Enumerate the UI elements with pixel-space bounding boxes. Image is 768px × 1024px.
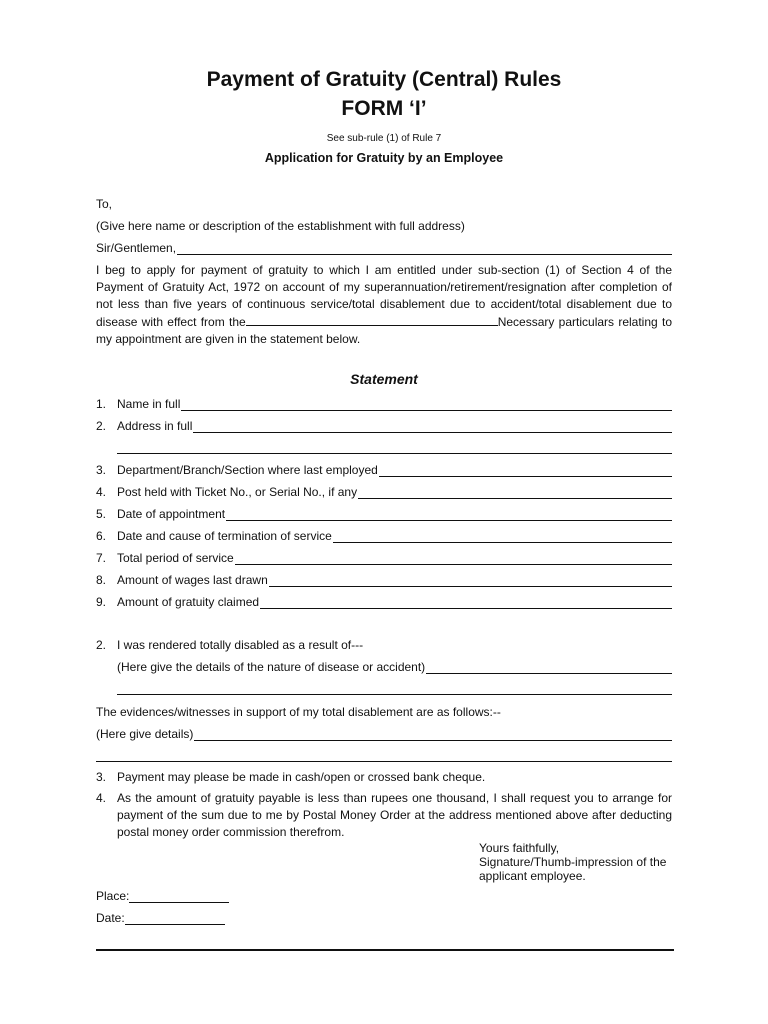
money-order-statement: 4. As the amount of gratuity payable is less than rupees one thousand, I shall request you to arrange for payment of the sum due to me by Postal Money Order at the address mentioned above after deducting postal money order commission therefrom. xyxy=(96,791,672,839)
date-field[interactable] xyxy=(125,911,225,925)
evidence-statement: The evidences/witnesses in support of my total disablement are as follows:-- xyxy=(96,705,501,719)
form-number: FORM ‘I’ xyxy=(341,97,427,120)
department-field[interactable] xyxy=(379,463,672,477)
statement-item-post: 4. Post held with Ticket No., or Serial No., if any xyxy=(96,483,672,499)
form-title: Payment of Gratuity (Central) Rules xyxy=(206,68,562,91)
statement-item-termination: 6. Date and cause of termination of service xyxy=(96,527,672,543)
bottom-rule xyxy=(96,949,674,951)
evidence-details-line: (Here give details) xyxy=(96,725,672,741)
statement-item-name: 1. Name in full xyxy=(96,395,672,411)
subrule-reference: See sub-rule (1) of Rule 7 xyxy=(326,133,442,144)
post-field[interactable] xyxy=(358,485,672,499)
signature-label-line1: Signature/Thumb-impression of the xyxy=(479,855,667,869)
signoff-block xyxy=(479,841,666,883)
evidence-details-field[interactable] xyxy=(194,727,672,741)
payment-method-statement: 3. Payment may please be made in cash/open or crossed bank cheque. xyxy=(96,770,486,784)
intro-paragraph: I beg to apply for payment of gratuity to which I am entitled under sub-section (1) of Section 4 of the Payment of Gratuity Act, 1972 on account of my superannuation/retirement/resignation after completion of not less than five years of continuous service/total disablement due to accident/total disablement due to disease with effect from the Necessary particulars relating to my appointment are given in the statement below. xyxy=(96,263,672,346)
service-period-field[interactable] xyxy=(235,551,672,565)
statement-heading: Statement xyxy=(350,371,418,387)
appointment-date-field[interactable] xyxy=(226,507,672,521)
signature-label-line2: applicant employee. xyxy=(479,869,586,883)
disability-details-field-line2[interactable] xyxy=(117,694,672,695)
establishment-instruction: (Give here name or description of the establishment with full address) xyxy=(96,219,465,233)
statement-item-appointment-date: 5. Date of appointment xyxy=(96,505,672,521)
statement-item-department: 3. Department/Branch/Section where last employed xyxy=(96,461,672,477)
name-field[interactable] xyxy=(181,397,672,411)
statement-item-address: 2. Address in full xyxy=(96,417,672,433)
evidence-details-field-line2[interactable] xyxy=(96,761,672,762)
salutation-to: To, xyxy=(96,197,113,211)
application-title: Application for Gratuity by an Employee xyxy=(264,151,504,165)
termination-field[interactable] xyxy=(333,529,672,543)
place-field[interactable] xyxy=(129,889,229,903)
effective-date-field[interactable] xyxy=(246,313,498,326)
yours-faithfully: Yours faithfully, xyxy=(479,841,560,855)
establishment-field[interactable] xyxy=(177,241,672,255)
disability-details-line: (Here give the details of the nature of disease or accident) xyxy=(117,658,672,674)
disability-details-field[interactable] xyxy=(426,660,672,674)
sir-gentlemen-line: Sir/Gentlemen, xyxy=(96,239,672,255)
address-field[interactable] xyxy=(193,419,672,433)
gratuity-claimed-field[interactable] xyxy=(260,595,672,609)
statement-item-gratuity-claimed: 9. Amount of gratuity claimed xyxy=(96,593,672,609)
date-line: Date: xyxy=(96,909,225,925)
wages-field[interactable] xyxy=(269,573,672,587)
disability-statement: 2. I was rendered totally disabled as a result of--- xyxy=(96,638,364,652)
statement-item-wages: 8. Amount of wages last drawn xyxy=(96,571,672,587)
address-field-line2[interactable] xyxy=(117,453,672,454)
place-line: Place: xyxy=(96,887,229,903)
statement-item-service-period: 7. Total period of service xyxy=(96,549,672,565)
